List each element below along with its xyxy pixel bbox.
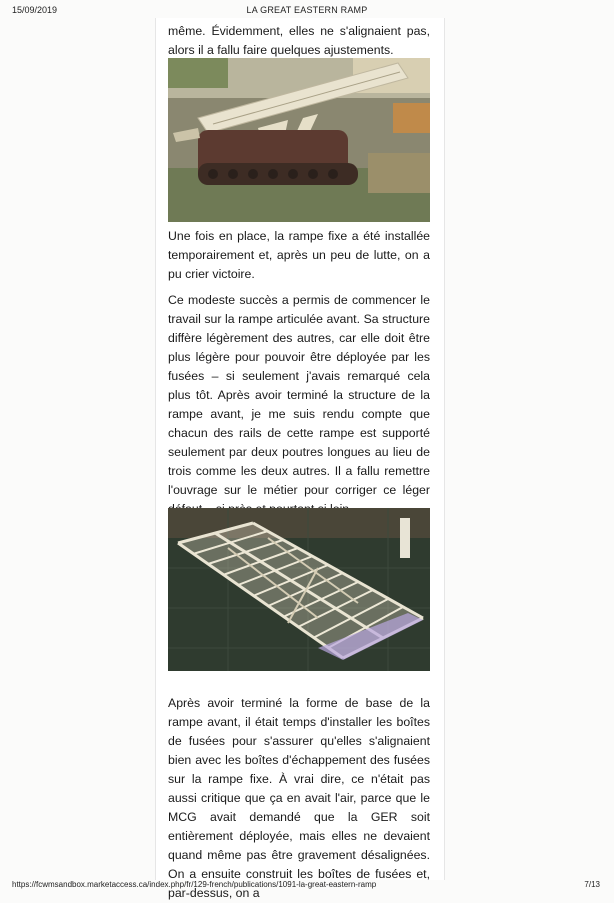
footer-url: https://fcwmsandbox.marketaccess.ca/index.php/fr/129-french/publications/1091-la-great-eastern-ramp xyxy=(12,880,377,889)
print-date: 15/09/2019 xyxy=(12,5,58,15)
photo-lattice-ramp-image xyxy=(168,508,430,671)
paragraph-3: Après avoir terminé la forme de base de la rampe avant, il était temps d'installer les boîtes de fusées pour s'assurer qu'elles s'alignaient bien avec les boîtes d'échappement des fusées sur la rampe fixe. À vrai dire, ce n'était pas aussi critique que ça en avait l'air, parce que le MCG avait demandé que la GER soit entièrement déployée, mais elles ne devaient quand même pas être gravement désalignées. On a ensuite construit les boîtes de fusées et, par-dessus, on a xyxy=(168,696,430,900)
photo-tank-ramp xyxy=(168,58,430,222)
paragraph-top: même. Évidemment, elles ne s'alignaient pas, alors il a fallu faire quelques ajustements. xyxy=(168,24,430,57)
photo-lattice-ramp xyxy=(168,508,430,671)
paragraph-2: Ce modeste succès a permis de commencer le travail sur la rampe articulée avant. Sa structure diffère légèrement des autres, car elle doit être plus légère pour pouvoir être déployée par les fusées – si seulement j'avais remarqué cela plus tôt. Après avoir terminé la structure de la rampe avant, je me suis rendu compte que chacun des rails de cette rampe est supporté seulement par deux poutres longues au lieu de trois comme les deux autres. Il a fallu remettre l'ouvrage sur le métier pour corriger ce léger xyxy=(168,293,430,497)
footer-page-number: 7/13 xyxy=(584,880,600,889)
paragraph-1: Une fois en place, la rampe fixe a été installée temporairement et, après un peu de lutte, on a pu crier victoire. xyxy=(168,229,430,281)
photo-tank-ramp-image xyxy=(168,58,430,222)
page-title: LA GREAT EASTERN RAMP xyxy=(246,5,368,15)
